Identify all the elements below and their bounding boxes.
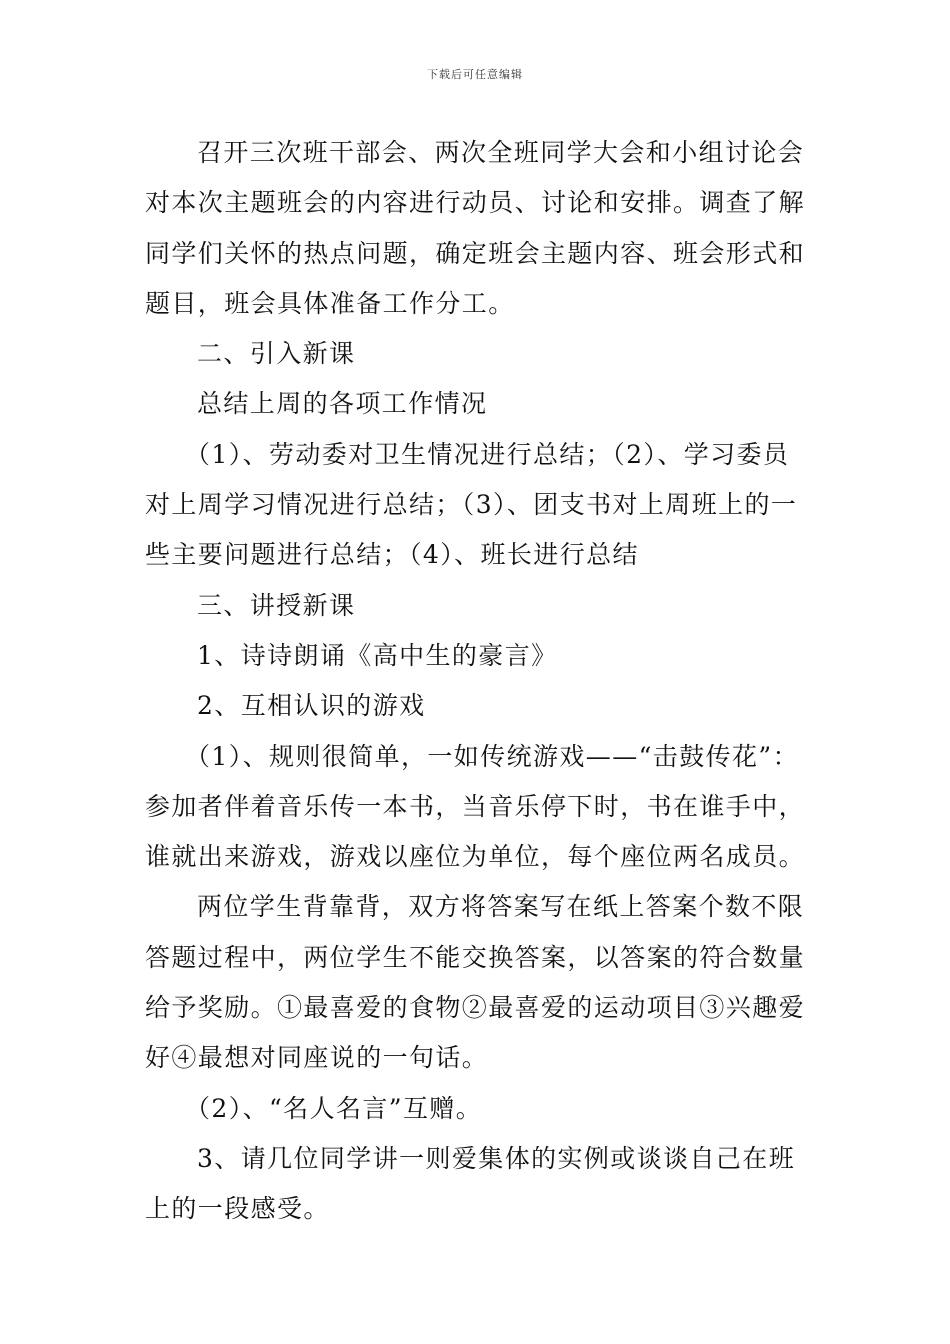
list-item-poetry-recital: 1、诗诗朗诵《高中生的豪言》 xyxy=(197,640,558,670)
paragraph-back-to-back-game: 两位学生背靠背，双方将答案写在纸上答案个数不限答题过程中，两位学生不能交换答案，以答案的符合数量给予奖励。①最喜爱的食物②最喜爱的运动项目③兴趣爱好④最想对同座说的一句话。 xyxy=(145,892,806,1073)
paragraph-weekly-summary: 总结上周的各项工作情况 xyxy=(197,389,488,419)
section-heading-teach-new-lesson: 三、讲授新课 xyxy=(197,590,356,620)
page-header: 下载后可任意编辑 xyxy=(427,68,523,81)
paragraph-game-rules: （1）、规则很简单，一如传统游戏——“击鼓传花”： xyxy=(185,741,799,771)
section-heading-introduce-new-lesson: 二、引入新课 xyxy=(197,339,356,369)
paragraph-committee-summaries: （1）、劳动委对卫生情况进行总结；（2）、学习委员对上周学习情况进行总结；（3）、团支书对上周班上的一些主要问题进行总结；（4）、班长进行总结 xyxy=(145,439,798,570)
list-item-acquaintance-game: 2、互相认识的游戏 xyxy=(197,691,426,721)
paragraph-meeting-preparation: 召开三次班干部会、两次全班同学大会和小组讨论会对本次主题班会的内容进行动员、讨论和安排。调查了解同学们关怀的热点问题，确定班会主题内容、班会形式和题目，班会具体准备工作分工。 xyxy=(145,138,806,318)
paragraph-famous-quotes-exchange: （2）、“名人名言”互赠。 xyxy=(185,1093,483,1123)
document-body xyxy=(145,128,815,1235)
list-item-class-love-stories: 3、请几位同学讲一则爱集体的实例或谈谈自己在班上的一段感受。 xyxy=(145,1143,796,1224)
paragraph-game-process: 参加者伴着音乐传一本书，当音乐停下时，书在谁手中，谁就出来游戏，游戏以座位为单位，每个座位两名成员。 xyxy=(145,791,806,872)
